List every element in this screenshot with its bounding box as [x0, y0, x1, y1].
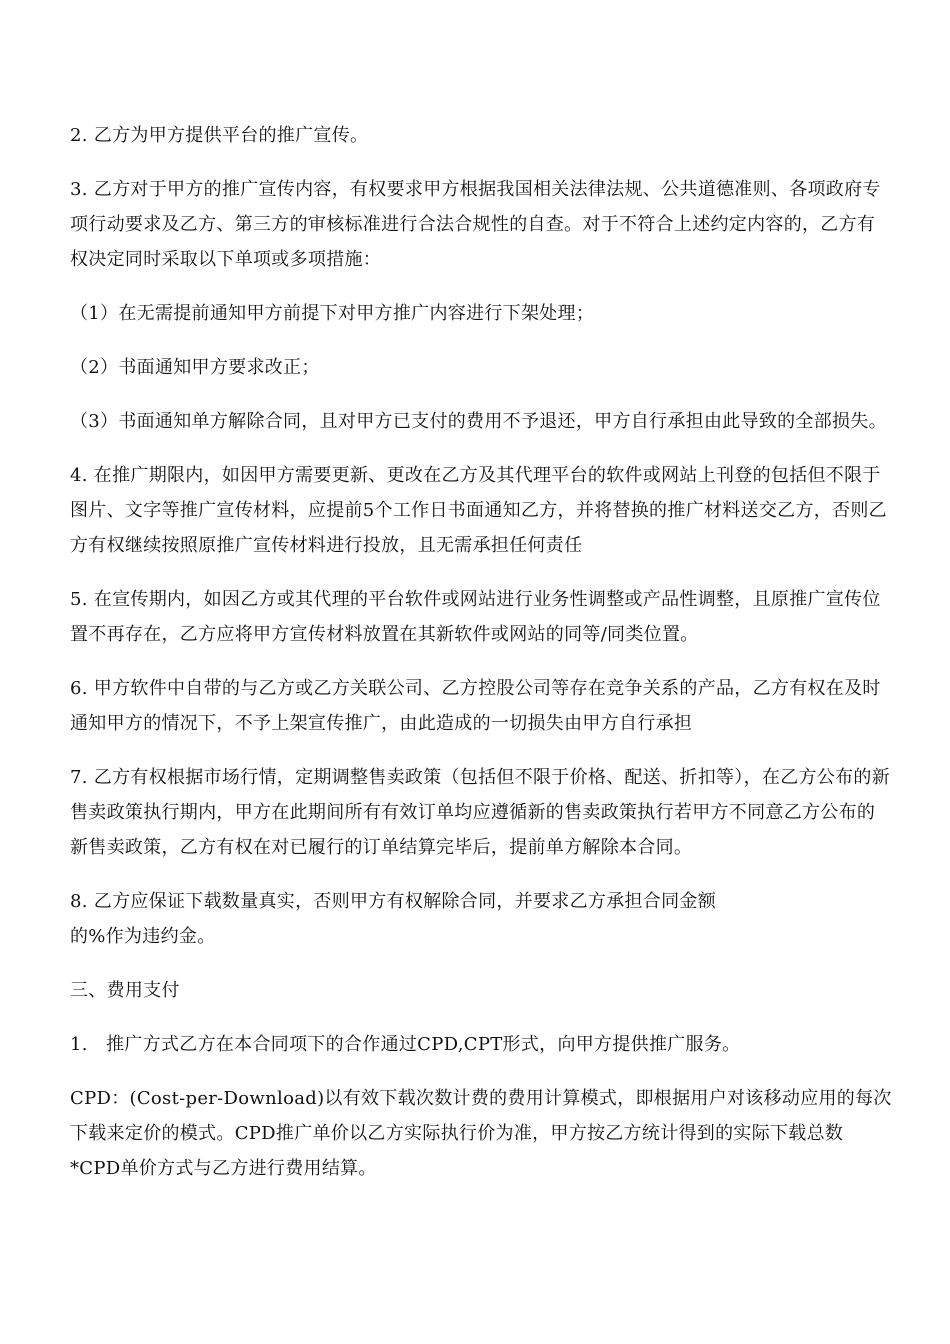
clause-8-line-2: 的%作为违约金。 [70, 926, 216, 947]
section-heading-fee-payment: 三、费用支付 [70, 980, 180, 1001]
cpd-definition: CPD：(Cost-per-Download)以有效下载次数计费的费用计算模式，即根据用户对该移动应用的每次下载来定价的模式。CPD推广单价以乙方实际执行价为准，甲方按乙方统计得到的实际下载总数*CPD单价方式与乙方进行费用结算。 [70, 1088, 892, 1179]
clause-5: 5. 在宣传期内，如因乙方或其代理的平台软件或网站进行业务性调整或产品性调整，且原推广宣传位置不再存在，乙方应将甲方宣传材料放置在其新软件或网站的同等/同类位置。 [70, 589, 881, 645]
clause-3: 3. 乙方对于甲方的推广宣传内容，有权要求甲方根据我国相关法律法规、公共道德准则、各项政府专项行动要求及乙方、第三方的审核标准进行合法合规性的自查。对于不符合上述约定内容的，乙方有权决定同时采取以下单项或多项措施： [70, 179, 881, 270]
clause-2: 2. 乙方为甲方提供平台的推广宣传。 [70, 125, 369, 146]
clause-3-item-1: （1）在无需提前通知甲方前提下对甲方推广内容进行下架处理； [70, 303, 595, 324]
clause-7: 7. 乙方有权根据市场行情，定期调整售卖政策（包括但不限于价格、配送、折扣等），在乙方公布的新售卖政策执行期内，甲方在此期间所有有效订单均应遵循新的售卖政策执行若甲方不同意乙方公布的新售卖政策，乙方有权在对已履行的订单结算完毕后，提前单方解除本合同。 [70, 767, 890, 858]
clause-4: 4. 在推广期限内，如因甲方需要更新、更改在乙方及其代理平台的软件或网站上刊登的包括但不限于图片、文字等推广宣传材料，应提前5个工作日书面通知乙方，并将替换的推广材料送交乙方，否则乙方有权继续按照原推广宣传材料进行投放，且无需承担任何责任 [70, 465, 887, 556]
clause-3-item-3: （3）书面通知单方解除合同，且对甲方已支付的费用不予退还，甲方自行承担由此导致的全部损失。 [70, 411, 887, 432]
clause-3-item-2: （2）书面通知甲方要求改正； [70, 357, 320, 378]
fee-clause-1: 1. 推广方式乙方在本合同项下的合作通过CPD,CPT形式，向甲方提供推广服务。 [70, 1034, 741, 1055]
clause-8-line-1: 8. 乙方应保证下载数量真实，否则甲方有权解除合同，并要求乙方承担合同金额 [70, 891, 716, 912]
document-body [70, 118, 892, 1205]
clause-6: 6. 甲方软件中自带的与乙方或乙方关联公司、乙方控股公司等存在竞争关系的产品，乙方有权在及时通知甲方的情况下，不予上架宣传推广，由此造成的一切损失由甲方自行承担 [70, 678, 881, 734]
